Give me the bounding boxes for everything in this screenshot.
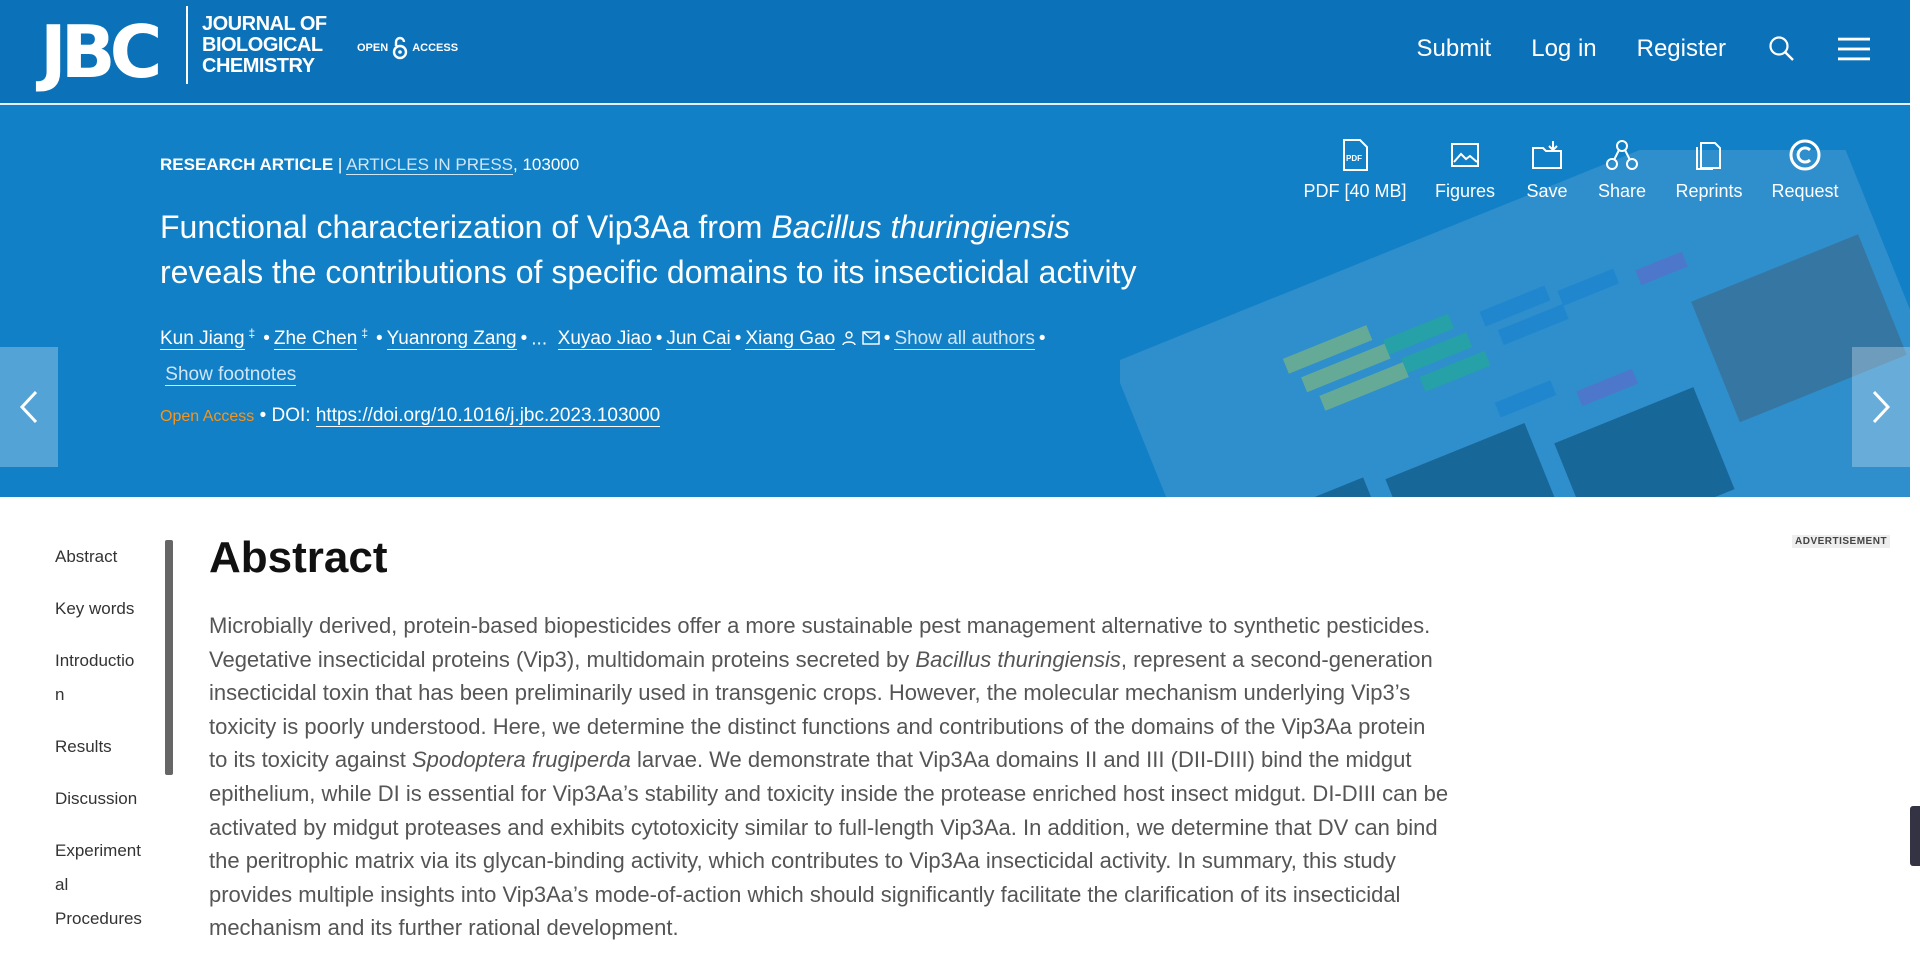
reprints-icon bbox=[1691, 137, 1727, 173]
authors-ellipsis: ... bbox=[531, 328, 548, 350]
previous-article-button[interactable] bbox=[0, 347, 58, 467]
journal-name-line2: BIOLOGICAL bbox=[202, 34, 323, 56]
pdf-icon bbox=[1337, 137, 1373, 173]
email-icon[interactable] bbox=[862, 331, 880, 345]
doi-label: DOI: bbox=[271, 405, 311, 426]
chevron-left-icon bbox=[18, 389, 40, 425]
article-number: , 103000 bbox=[513, 155, 580, 174]
svg-text:PDF: PDF bbox=[1346, 154, 1362, 163]
journal-name-line1: JOURNAL OF bbox=[202, 13, 327, 35]
article-body bbox=[209, 530, 1449, 945]
author-footnote-mark[interactable]: ‡ bbox=[248, 326, 256, 340]
logo-divider bbox=[186, 6, 188, 84]
share-label: Share bbox=[1597, 181, 1647, 201]
save-label: Save bbox=[1526, 181, 1568, 201]
top-bar bbox=[0, 0, 1910, 105]
title-part1: Functional characterization of Vip3Aa from bbox=[160, 209, 772, 245]
toc-item-results[interactable]: Results bbox=[55, 737, 112, 756]
image-icon bbox=[1447, 137, 1483, 173]
article-meta bbox=[160, 405, 660, 427]
next-article-button[interactable] bbox=[1852, 347, 1910, 467]
top-nav bbox=[1417, 0, 1910, 98]
abstract-text bbox=[209, 609, 1449, 945]
share-icon bbox=[1604, 137, 1640, 173]
author-list bbox=[160, 315, 1160, 393]
open-access-badge: Open Access bbox=[160, 408, 255, 425]
meta-separator: • bbox=[259, 405, 267, 426]
toc-item-introduction[interactable]: Introductio n bbox=[55, 651, 135, 704]
show-all-authors-link[interactable]: Show all authors bbox=[894, 328, 1035, 350]
feedback-side-tab[interactable] bbox=[1910, 806, 1920, 866]
author-link[interactable]: Yuanrong Zang bbox=[386, 328, 517, 350]
pdf-label: PDF [40 MB] bbox=[1303, 181, 1407, 201]
author-link[interactable]: Kun Jiang bbox=[160, 328, 245, 350]
author-separator: • bbox=[376, 328, 383, 350]
abstract-part3: larvae. We demonstrate that Vip3Aa domains II and III (DII-DIII) bind the midgut epithelium, while DI is essential for Vip3Aa’s stability and toxicity inside the protease enriched host insect midgut. DI-DIII can be activated by midgut proteases and exhibits cytotoxicity similar to full-length Vip3Aa. In addition, we determine that DV can bind the peritrophic matrix via its glycan-binding activity, which contributes to Vip3Aa insecticidal activity. In summary, this study provides multiple insights into Vip3Aa’s mode-of-action which should significantly facilitate the clarification of its insecticidal mechanism and its further rational development. bbox=[209, 747, 1449, 941]
hamburger-menu-icon[interactable] bbox=[1838, 33, 1870, 65]
article-actions bbox=[1295, 137, 1857, 202]
login-link[interactable]: Log in bbox=[1531, 35, 1597, 62]
article-type: RESEARCH ARTICLE bbox=[160, 155, 334, 174]
search-icon[interactable] bbox=[1766, 33, 1798, 65]
toc-item-discussion[interactable]: Discussion bbox=[55, 789, 138, 808]
article-hero bbox=[0, 105, 1910, 497]
advertisement-label: ADVERTISEMENT bbox=[1792, 535, 1890, 548]
reprints-label: Reprints bbox=[1675, 181, 1743, 201]
author-separator: • bbox=[263, 328, 270, 350]
abstract-species-1: Bacillus thuringiensis bbox=[915, 646, 1121, 672]
abstract-part1: Microbially derived, protein-based biopesticides offer a more sustainable pest management alternative to synthetic pesticides. Vegetative insecticidal proteins (Vip3), multidomain proteins secreted by bbox=[209, 613, 1431, 672]
share-button[interactable] bbox=[1579, 137, 1665, 202]
save-button[interactable] bbox=[1515, 137, 1579, 202]
toc-item-abstract[interactable]: Abstract bbox=[55, 547, 118, 566]
request-button[interactable] bbox=[1753, 137, 1857, 202]
author-separator: • bbox=[734, 328, 742, 350]
open-access-logo bbox=[357, 36, 458, 60]
request-label: Request bbox=[1771, 181, 1839, 201]
title-species: Bacillus thuringiensis bbox=[771, 209, 1071, 245]
title-part2: reveals the contributions of specific domains to its insecticidal activity bbox=[160, 254, 1137, 290]
table-of-contents bbox=[55, 540, 175, 954]
breadcrumb-separator: | bbox=[337, 155, 343, 174]
journal-name[interactable] bbox=[202, 14, 327, 77]
author-separator: • bbox=[655, 328, 663, 350]
open-lock-icon bbox=[392, 36, 408, 60]
pdf-button[interactable] bbox=[1295, 137, 1415, 202]
jbc-logo[interactable]: JBC bbox=[40, 10, 157, 94]
author-footnote-mark[interactable]: ‡ bbox=[361, 326, 368, 340]
chevron-right-icon bbox=[1870, 389, 1892, 425]
abstract-heading: Abstract bbox=[209, 533, 388, 582]
author-link[interactable]: Jun Cai bbox=[666, 328, 731, 350]
author-separator: • bbox=[1038, 328, 1046, 350]
article-title bbox=[160, 205, 1160, 295]
register-link[interactable]: Register bbox=[1636, 35, 1726, 62]
corresponding-author-person-icon bbox=[841, 330, 857, 346]
author-link[interactable]: Zhe Chen bbox=[273, 328, 358, 350]
submit-link[interactable]: Submit bbox=[1416, 35, 1492, 62]
journal-name-line3: CHEMISTRY bbox=[202, 55, 315, 77]
reprints-button[interactable] bbox=[1665, 137, 1753, 202]
toc-item-experimental-procedures[interactable]: Experiment al Procedures bbox=[55, 841, 142, 928]
author-separator: • bbox=[883, 328, 891, 350]
copyright-icon bbox=[1787, 137, 1823, 173]
toc-scroll-indicator[interactable] bbox=[165, 540, 173, 775]
author-link[interactable]: Xiang Gao bbox=[745, 328, 836, 350]
open-access-left-text: OPEN bbox=[357, 42, 389, 54]
save-folder-icon bbox=[1529, 137, 1565, 173]
hero-background-figure-image bbox=[1120, 150, 1910, 497]
articles-in-press-link[interactable]: ARTICLES IN PRESS bbox=[346, 155, 514, 174]
toc-item-key-words[interactable]: Key words bbox=[55, 599, 135, 618]
author-link[interactable]: Xuyao Jiao bbox=[557, 328, 652, 350]
abstract-species-2: Spodoptera frugiperda bbox=[411, 747, 631, 773]
author-separator: • bbox=[520, 328, 528, 350]
doi-link[interactable]: https://doi.org/10.1016/j.jbc.2023.103000 bbox=[315, 405, 661, 426]
show-footnotes-link[interactable]: Show footnotes bbox=[165, 364, 297, 386]
article-breadcrumb bbox=[160, 155, 579, 175]
open-access-right-text: ACCESS bbox=[412, 42, 459, 54]
figures-button[interactable] bbox=[1415, 137, 1515, 202]
abstract-part2: , represent a second-generation insecticidal toxin that has been preliminarily used in transgenic crops. However, the molecular mechanism underlying Vip3’s toxicity is poorly understood. Here, we determine the distinct functions and contributions of the domains of the Vip3Aa protein to its toxicity against bbox=[209, 646, 1433, 773]
figures-label: Figures bbox=[1434, 181, 1496, 201]
